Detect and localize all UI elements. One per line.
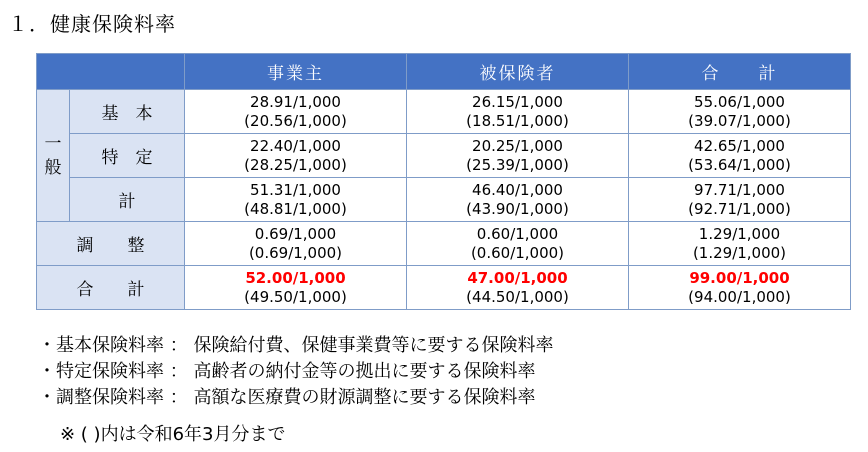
table-row-subtotal xyxy=(37,178,851,222)
note-basic-rate: ・基本保険料率 ： 保険給付費、保健事業費等に要する保険料率 xyxy=(38,335,554,356)
cell-grand-total-total xyxy=(629,266,851,310)
current-rate: 55.06/1,000 xyxy=(694,92,785,111)
page-title: １．健康保険料率 xyxy=(8,12,176,36)
previous-rate: (44.50/1,000) xyxy=(466,287,569,306)
cell-specific-insured xyxy=(407,134,629,178)
previous-rate: (94.00/1,000) xyxy=(688,287,791,306)
current-rate: 20.25/1,000 xyxy=(472,136,563,155)
row-label-grand-total: 合 計 xyxy=(37,266,185,310)
current-rate: 42.65/1,000 xyxy=(694,136,785,155)
footnote: ※ ( )内は令和6年3月分まで xyxy=(60,424,286,445)
cell-basic-insured xyxy=(407,90,629,134)
previous-rate: (49.50/1,000) xyxy=(244,287,347,306)
current-rate: 22.40/1,000 xyxy=(250,136,341,155)
table-row-adjustment xyxy=(37,222,851,266)
group-label-char: 一 xyxy=(44,133,62,154)
row-label-subtotal: 計 xyxy=(70,178,185,222)
table-row-grand-total xyxy=(37,266,851,310)
previous-rate: (92.71/1,000) xyxy=(688,199,791,218)
header-insured: 被保険者 xyxy=(407,54,629,90)
current-rate: 28.91/1,000 xyxy=(250,92,341,111)
cell-subtotal-total xyxy=(629,178,851,222)
current-rate: 46.40/1,000 xyxy=(472,180,563,199)
cell-basic-total xyxy=(629,90,851,134)
cell-adjustment-insured xyxy=(407,222,629,266)
cell-grand-total-employer xyxy=(185,266,407,310)
cell-grand-total-insured xyxy=(407,266,629,310)
row-label-specific: 特 定 xyxy=(70,134,185,178)
table-row-basic xyxy=(37,90,851,134)
header-blank-cell xyxy=(37,54,185,90)
previous-rate: (20.56/1,000) xyxy=(244,111,347,130)
row-label-adjustment: 調 整 xyxy=(37,222,185,266)
current-rate: 47.00/1,000 xyxy=(467,268,568,287)
cell-subtotal-insured xyxy=(407,178,629,222)
current-rate: 26.15/1,000 xyxy=(472,92,563,111)
previous-rate: (25.39/1,000) xyxy=(466,155,569,174)
previous-rate: (1.29/1,000) xyxy=(692,243,787,262)
current-rate: 52.00/1,000 xyxy=(245,268,346,287)
cell-adjustment-total xyxy=(629,222,851,266)
group-label-general xyxy=(37,90,70,222)
header-total: 合 計 xyxy=(629,54,851,90)
cell-specific-employer xyxy=(185,134,407,178)
current-rate: 1.29/1,000 xyxy=(698,224,781,243)
current-rate: 51.31/1,000 xyxy=(250,180,341,199)
current-rate: 0.60/1,000 xyxy=(476,224,559,243)
current-rate: 99.00/1,000 xyxy=(689,268,790,287)
previous-rate: (0.69/1,000) xyxy=(248,243,343,262)
cell-specific-total xyxy=(629,134,851,178)
previous-rate: (43.90/1,000) xyxy=(466,199,569,218)
cell-subtotal-employer xyxy=(185,178,407,222)
previous-rate: (28.25/1,000) xyxy=(244,155,347,174)
row-label-basic: 基 本 xyxy=(70,90,185,134)
note-specific-rate: ・特定保険料率 ： 高齢者の納付金等の拠出に要する保険料率 xyxy=(38,361,536,382)
previous-rate: (0.60/1,000) xyxy=(470,243,565,262)
rate-definitions xyxy=(38,333,553,411)
group-label-char: 般 xyxy=(44,157,62,178)
previous-rate: (53.64/1,000) xyxy=(688,155,791,174)
table-row-specific xyxy=(37,134,851,178)
current-rate: 97.71/1,000 xyxy=(694,180,785,199)
table-header-row xyxy=(37,54,851,90)
note-adjustment-rate: ・調整保険料率 ： 高額な医療費の財源調整に要する保険料率 xyxy=(38,387,536,408)
current-rate: 0.69/1,000 xyxy=(254,224,337,243)
previous-rate: (48.81/1,000) xyxy=(244,199,347,218)
cell-basic-employer xyxy=(185,90,407,134)
previous-rate: (18.51/1,000) xyxy=(466,111,569,130)
previous-rate: (39.07/1,000) xyxy=(688,111,791,130)
cell-adjustment-employer xyxy=(185,222,407,266)
insurance-rate-table xyxy=(36,53,851,310)
header-employer: 事業主 xyxy=(185,54,407,90)
